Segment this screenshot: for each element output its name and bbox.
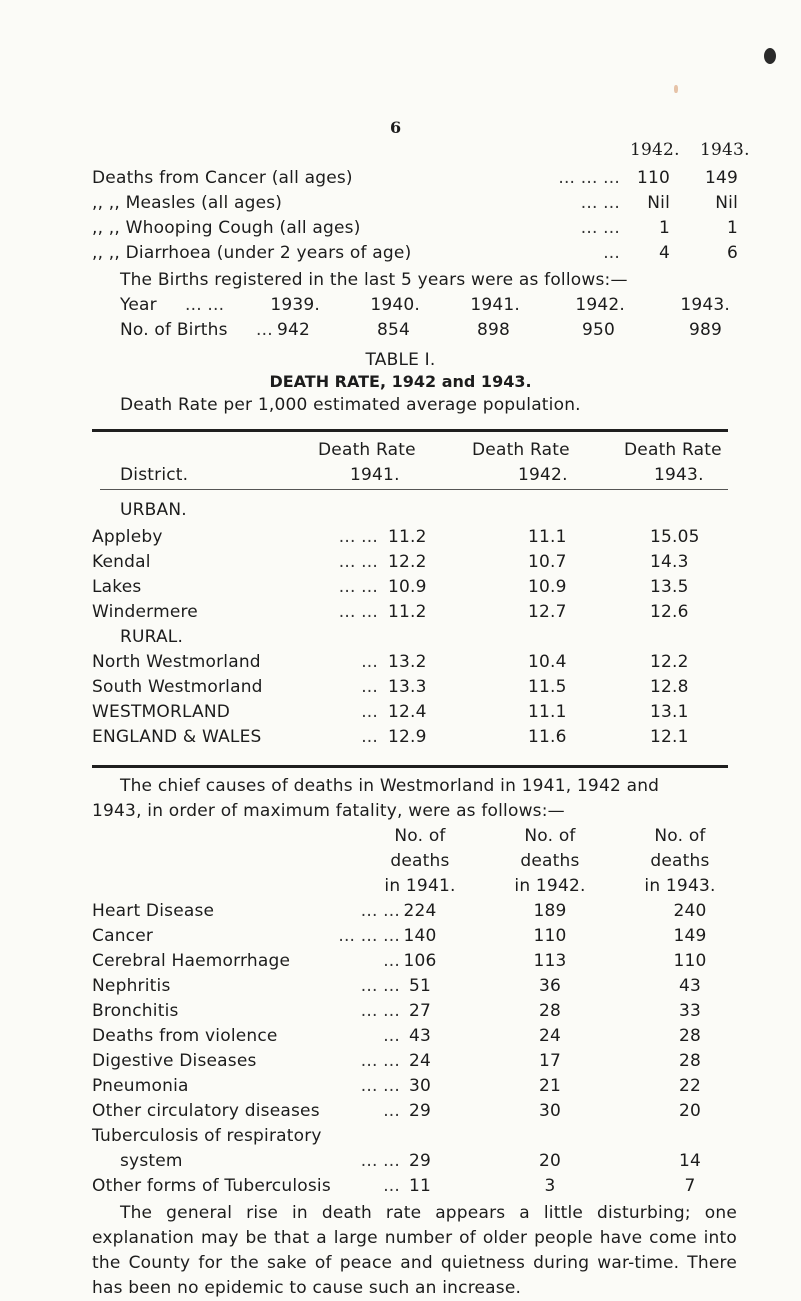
closing-paragraph: The general rise in death rate appears a little disturbing; one explanation may be that a large number of older people have come into the County for the sake of peace and quietness during war-time. There has been no epidemic to cause such an increase. — [92, 1203, 737, 1298]
deaths-1942: 24 — [538, 1026, 562, 1046]
value-1942: 110 — [636, 168, 670, 188]
cause-name: Nephritis — [92, 976, 171, 996]
col-header-1943: 1943. — [700, 140, 750, 160]
cause-name: Cancer — [92, 926, 154, 946]
leader-dots: ... — [256, 320, 273, 340]
deaths-1943: 149 — [673, 926, 707, 946]
leader-dots: ... ... — [338, 552, 378, 572]
leader-dots: ... ... — [338, 602, 378, 622]
col-group-1943: Death Rate — [624, 440, 722, 460]
rate-1941: 13.2 — [388, 652, 427, 672]
col-head: deaths — [650, 851, 710, 871]
leader-dots: ... — [383, 1101, 400, 1121]
rate-1942: 10.7 — [528, 552, 567, 572]
rate-1942: 11.1 — [528, 527, 567, 547]
leader-dots: ... — [383, 1176, 400, 1196]
leader-dots: ... ... ... — [338, 926, 400, 946]
col-group-1942: Death Rate — [472, 440, 570, 460]
district-name: WESTMORLAND — [92, 702, 231, 722]
value-1943: 149 — [704, 168, 738, 188]
deaths-1942: 113 — [533, 951, 567, 971]
rate-1942: 11.5 — [528, 677, 567, 697]
rate-1941: 12.4 — [388, 702, 427, 722]
district-name: South Westmorland — [92, 677, 263, 697]
births-1942: 950 — [581, 320, 615, 340]
deaths-1943: 22 — [678, 1076, 702, 1096]
leader-dots: ... ... — [360, 901, 400, 921]
district-name: Appleby — [92, 527, 163, 547]
rate-1942: 12.7 — [528, 602, 567, 622]
section-title: URBAN. — [120, 500, 187, 520]
col-district: District. — [120, 465, 189, 485]
deaths-1941: 224 — [403, 901, 437, 921]
births-label: No. of Births — [120, 320, 228, 340]
header-rule — [100, 489, 728, 490]
cause-name: Tuberculosis of respiratory — [92, 1126, 322, 1146]
district-name: North Westmorland — [92, 652, 261, 672]
table-label: TABLE I. — [365, 350, 436, 370]
cause-name: Other forms of Tuberculosis — [92, 1176, 331, 1196]
rate-1943: 12.8 — [650, 677, 689, 697]
leader-dots: ... — [361, 727, 378, 747]
rate-1943: 14.3 — [650, 552, 689, 572]
year-label: Year — [120, 295, 157, 315]
leader-dots: ... — [383, 1026, 400, 1046]
value-1942: Nil — [647, 193, 670, 213]
rate-1941: 11.2 — [388, 527, 427, 547]
paper-stain — [674, 85, 678, 93]
cause-name: Digestive Diseases — [92, 1051, 257, 1071]
deaths-1943: 43 — [678, 976, 702, 996]
deaths-1943: 14 — [678, 1151, 702, 1171]
section-title: RURAL. — [120, 627, 184, 647]
col-head: deaths — [390, 851, 450, 871]
rate-1942: 10.9 — [528, 577, 567, 597]
deaths-1943: 240 — [673, 901, 707, 921]
leader-dots: ... ... — [580, 218, 620, 238]
leader-dots: ... ... — [338, 527, 378, 547]
year-1941: 1941. — [470, 295, 520, 315]
leader-dots: ... — [361, 652, 378, 672]
col-head: in 1941. — [384, 876, 456, 896]
table-top-rule — [92, 429, 728, 432]
rate-1942: 11.6 — [528, 727, 567, 747]
district-name: ENGLAND & WALES — [92, 727, 262, 747]
deaths-1942: 36 — [538, 976, 562, 996]
leader-dots: ... — [361, 702, 378, 722]
cause-name: Pneumonia — [92, 1076, 189, 1096]
col-year-1942: 1942. — [518, 465, 568, 485]
value-1943: 6 — [726, 243, 738, 263]
year-1940: 1940. — [370, 295, 420, 315]
year-1939: 1939. — [270, 295, 320, 315]
leader-dots: ... ... — [360, 1051, 400, 1071]
rate-1943: 15.05 — [650, 527, 700, 547]
district-name: Lakes — [92, 577, 142, 597]
ink-blot — [764, 48, 776, 64]
deaths-1941: 11 — [408, 1176, 432, 1196]
col-head: in 1942. — [514, 876, 586, 896]
rate-1941: 13.3 — [388, 677, 427, 697]
deaths-1941: 51 — [408, 976, 432, 996]
deaths-1943: 28 — [678, 1051, 702, 1071]
col-group-1941: Death Rate — [318, 440, 416, 460]
rate-1941: 12.2 — [388, 552, 427, 572]
rate-1943: 13.5 — [650, 577, 689, 597]
deaths-1942: 28 — [538, 1001, 562, 1021]
year-1943: 1943. — [680, 295, 730, 315]
value-1942: 4 — [658, 243, 670, 263]
deaths-1941: 27 — [408, 1001, 432, 1021]
deaths-1941: 140 — [403, 926, 437, 946]
cause-name: Heart Disease — [92, 901, 215, 921]
col-year-1943: 1943. — [654, 465, 704, 485]
causes-intro-line2: 1943, in order of maximum fatality, were as follows:— — [92, 801, 565, 821]
leader-dots: ... — [383, 951, 400, 971]
table-bottom-rule — [92, 765, 728, 768]
col-head: No. of — [524, 826, 576, 846]
col-head: deaths — [520, 851, 580, 871]
deaths-row-label: Deaths from Cancer (all ages) — [92, 168, 353, 188]
births-1940: 854 — [376, 320, 410, 340]
leader-dots: ... ... — [580, 193, 620, 213]
causes-intro-line1: The chief causes of deaths in Westmorland in 1941, 1942 and — [120, 776, 660, 796]
year-1942: 1942. — [575, 295, 625, 315]
rate-1941: 12.9 — [388, 727, 427, 747]
leader-dots: ... ... — [360, 1151, 400, 1171]
rate-1943: 13.1 — [650, 702, 689, 722]
deaths-1942: 3 — [544, 1176, 556, 1196]
deaths-1941: 29 — [408, 1101, 432, 1121]
deaths-row-label: ,, ,, Diarrhoea (under 2 years of age) — [92, 243, 412, 263]
leader-dots: ... ... — [185, 295, 225, 315]
table-heading: DEATH RATE, 1942 and 1943. — [269, 372, 532, 391]
leader-dots: ... ... ... — [558, 168, 620, 188]
leader-dots: ... ... — [360, 1076, 400, 1096]
deaths-row-label: ,, ,, Whooping Cough (all ages) — [92, 218, 361, 238]
rate-1943: 12.2 — [650, 652, 689, 672]
deaths-1943: 7 — [684, 1176, 696, 1196]
deaths-1941: 43 — [408, 1026, 432, 1046]
deaths-1941: 24 — [408, 1051, 432, 1071]
district-name: Windermere — [92, 602, 198, 622]
col-header-1942: 1942. — [630, 140, 680, 160]
col-head: in 1943. — [644, 876, 716, 896]
deaths-1943: 110 — [673, 951, 707, 971]
cause-name: Bronchitis — [92, 1001, 179, 1021]
births-1941: 898 — [476, 320, 510, 340]
leader-dots: ... ... — [338, 577, 378, 597]
leader-dots: ... ... — [360, 1001, 400, 1021]
col-head: No. of — [394, 826, 446, 846]
births-1939: 942 — [276, 320, 310, 340]
page-number: 6 — [390, 118, 402, 137]
deaths-1941: 29 — [408, 1151, 432, 1171]
rate-1942: 11.1 — [528, 702, 567, 722]
deaths-1943: 20 — [678, 1101, 702, 1121]
value-1943: 1 — [726, 218, 738, 238]
cause-name-cont: system — [120, 1151, 183, 1171]
leader-dots: ... ... — [360, 976, 400, 996]
col-head: No. of — [654, 826, 706, 846]
rate-1943: 12.1 — [650, 727, 689, 747]
deaths-1942: 189 — [533, 901, 567, 921]
cause-name: Cerebral Haemorrhage — [92, 951, 291, 971]
value-1942: 1 — [658, 218, 670, 238]
leader-dots: ... — [361, 677, 378, 697]
deaths-1942: 21 — [538, 1076, 562, 1096]
cause-name: Deaths from violence — [92, 1026, 278, 1046]
cause-name: Other circulatory diseases — [92, 1101, 320, 1121]
table-subheading: Death Rate per 1,000 estimated average population. — [120, 395, 581, 415]
deaths-1943: 28 — [678, 1026, 702, 1046]
col-year-1941: 1941. — [350, 465, 400, 485]
rate-1942: 10.4 — [528, 652, 567, 672]
deaths-1941: 106 — [403, 951, 437, 971]
rate-1943: 12.6 — [650, 602, 689, 622]
births-intro: The Births registered in the last 5 years were as follows:— — [120, 270, 628, 290]
deaths-1942: 17 — [538, 1051, 562, 1071]
deaths-row-label: ,, ,, Measles (all ages) — [92, 193, 283, 213]
leader-dots: ... — [603, 243, 620, 263]
births-1943: 989 — [688, 320, 722, 340]
district-name: Kendal — [92, 552, 151, 572]
deaths-1942: 30 — [538, 1101, 562, 1121]
deaths-1943: 33 — [678, 1001, 702, 1021]
value-1943: Nil — [715, 193, 738, 213]
rate-1941: 10.9 — [388, 577, 427, 597]
rate-1941: 11.2 — [388, 602, 427, 622]
deaths-1942: 110 — [533, 926, 567, 946]
deaths-1941: 30 — [408, 1076, 432, 1096]
deaths-1942: 20 — [538, 1151, 562, 1171]
